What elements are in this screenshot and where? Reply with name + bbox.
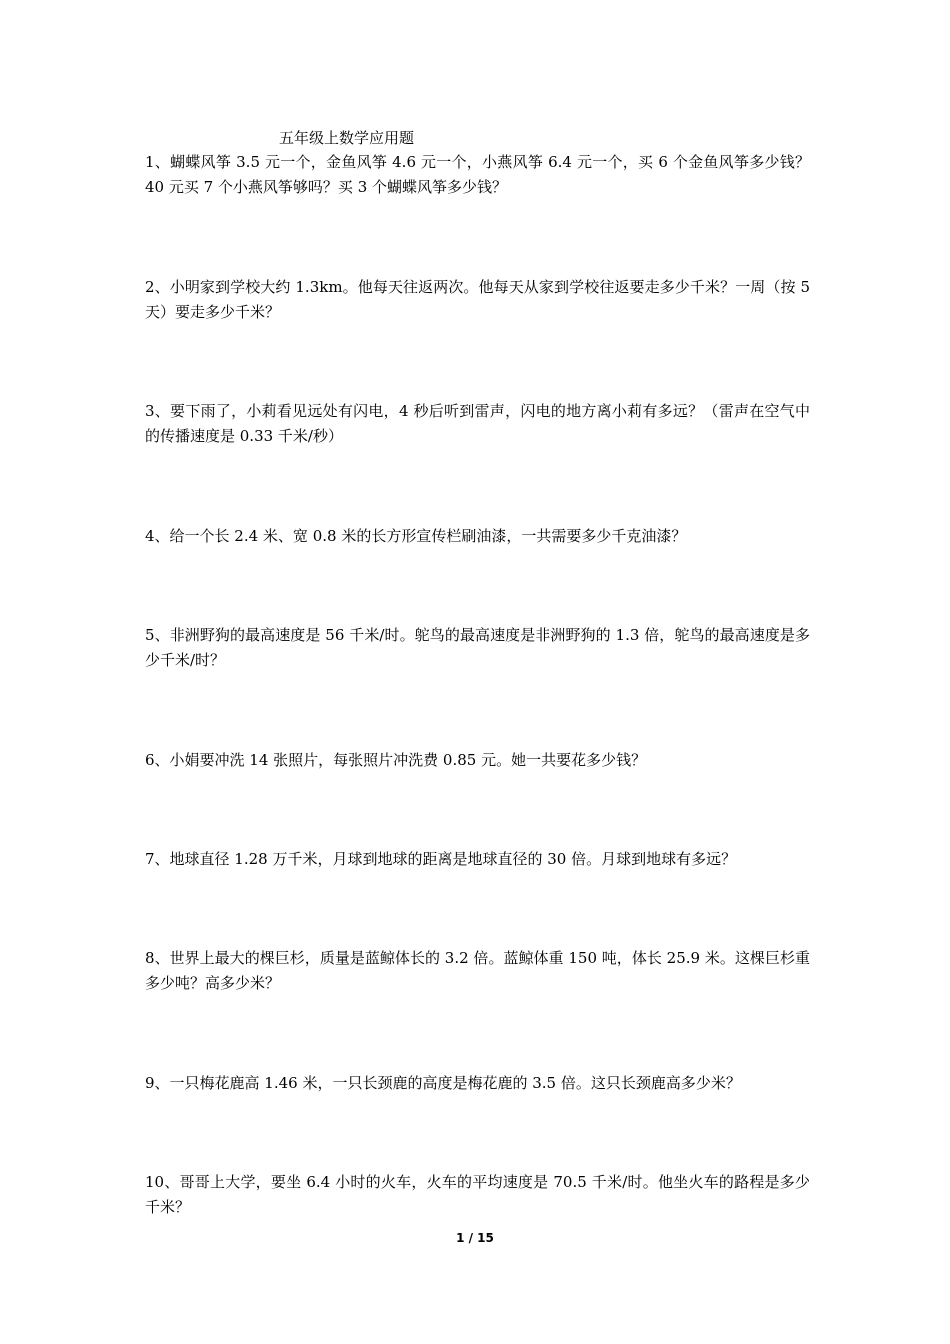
question-4: 4、给一个长 2.4 米、宽 0.8 米的长方形宣传栏刷油漆，一共需要多少千克油漆？ <box>145 527 687 545</box>
question-5: 5、非洲野狗的最高速度是 56 千米/时。鸵鸟的最高速度是非洲野狗的 1.3 倍，鸵鸟的最高速度是多少千米/时？ <box>145 626 810 669</box>
page-indicator: 1 / 15 <box>456 1231 494 1245</box>
question-8: 8、世界上最大的棵巨杉，质量是蓝鲸体长的 3.2 倍。蓝鲸体重 150 吨，体长 25.9 米。这棵巨杉重多少吨？高多少米？ <box>145 949 810 992</box>
question-9: 9、一只梅花鹿高 1.46 米，一只长颈鹿的高度是梅花鹿的 3.5 倍。这只长颈鹿高多少米？ <box>145 1074 741 1092</box>
question-7: 7、地球直径 1.28 万千米，月球到地球的距离是地球直径的 30 倍。月球到地球有多远？ <box>145 850 737 868</box>
question-10: 10、哥哥上大学，要坐 6.4 小时的火车，火车的平均速度是 70.5 千米/时。他坐火车的路程是多少千米？ <box>145 1173 810 1216</box>
question-1: 1、蝴蝶风筝 3.5 元一个，金鱼风筝 4.6 元一个，小燕风筝 6.4 元一个，买 6 个金鱼风筝多少钱？40 元买 7 个小燕风筝够吗？买 3 个蝴蝶风筝多少钱？ <box>145 153 810 196</box>
question-2: 2、小明家到学校大约 1.3km。他每天往返两次。他每天从家到学校往返要走多少千米？一周（按 5 天）要走多少千米？ <box>145 278 810 321</box>
document-title: 五年级上数学应用题 <box>279 129 415 147</box>
question-3: 3、要下雨了，小莉看见远处有闪电，4 秒后听到雷声，闪电的地方离小莉有多远？（雷声在空气中的传播速度是 0.33 千米/秒） <box>145 402 810 445</box>
question-6: 6、小娟要冲洗 14 张照片，每张照片冲洗费 0.85 元。她一共要花多少钱？ <box>145 751 647 769</box>
